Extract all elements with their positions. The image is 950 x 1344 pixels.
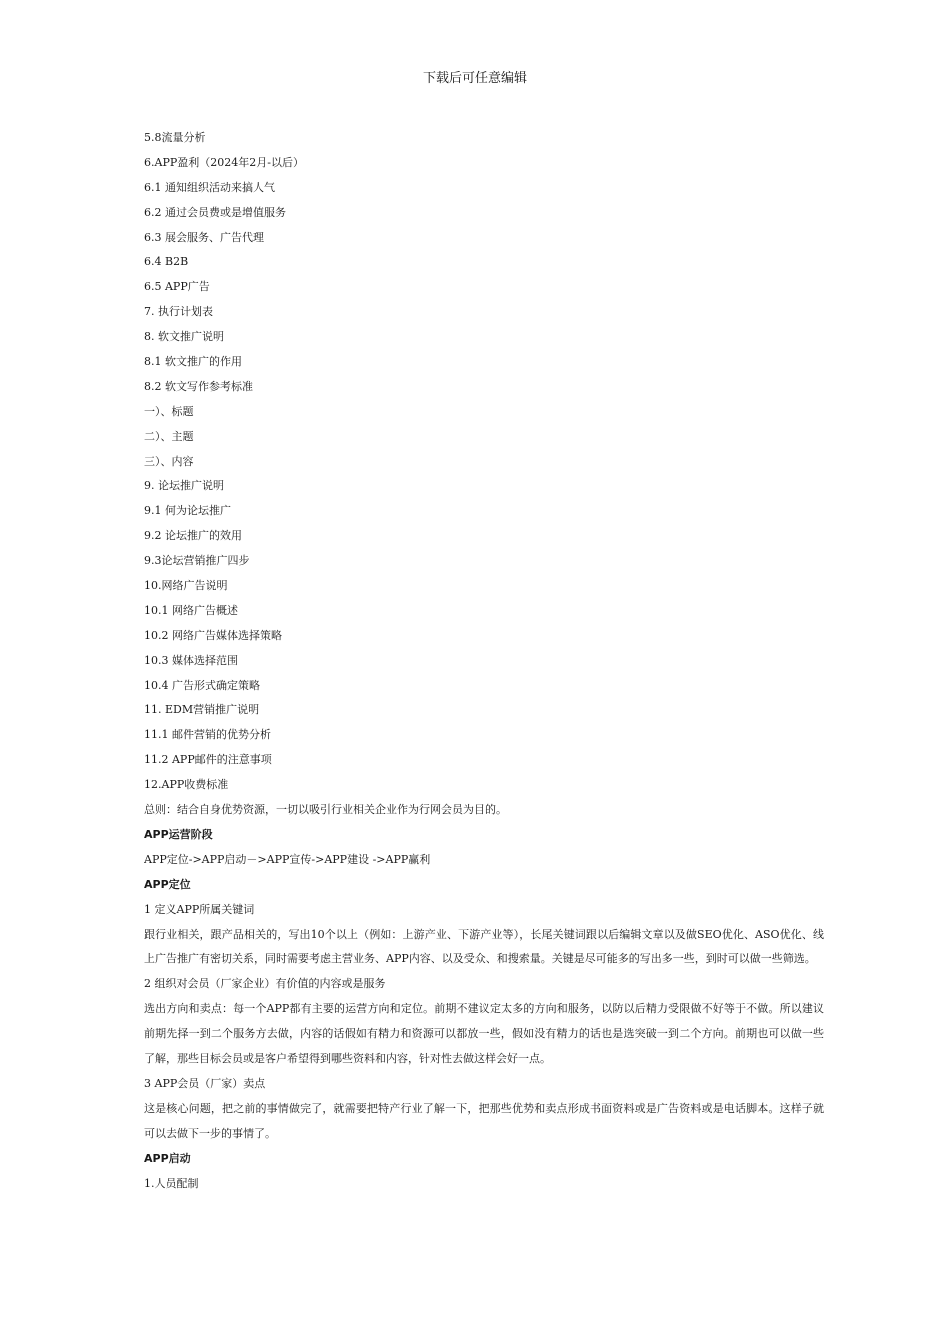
toc-line: 6.APP盈利（2024年2月-以后） (144, 155, 304, 169)
toc-line: 9. 论坛推广说明 (144, 479, 224, 493)
item3-title: 3 APP会员（厂家）卖点 (144, 1076, 266, 1090)
launch-item1: 1.人员配制 (144, 1176, 199, 1190)
toc-line: 8.1 软文推广的作用 (144, 355, 242, 369)
toc-line: 9.3论坛营销推广四步 (144, 554, 250, 568)
stage-flow-text: APP定位->APP启动－>APP宣传->APP建设 ->APP赢利 (144, 852, 431, 866)
toc-line: 9.2 论坛推广的效用 (144, 529, 242, 543)
toc-line: 5.8流量分析 (144, 131, 206, 144)
document-body (144, 126, 824, 1196)
toc-line: 8.2 软文写作参考标准 (144, 379, 253, 393)
toc-line: 6.5 APP广告 (144, 280, 210, 294)
toc-line: 12.APP收费标准 (144, 778, 229, 792)
section-heading-app-positioning: APP定位 (144, 877, 191, 891)
toc-line: 10.1 网络广告概述 (144, 603, 238, 617)
page-header-title: 下载后可任意编辑 (422, 71, 527, 86)
section-heading-operation-stage: APP运营阶段 (144, 827, 213, 841)
toc-line: 10.网络广告说明 (144, 579, 228, 593)
toc-line: 6.1 通知组织活动来搞人气 (144, 180, 275, 194)
summary-text: 总则：结合自身优势资源，一切以吸引行业相关企业作为行网会员为目的。 (144, 803, 507, 817)
section-heading-app-launch: APP启动 (144, 1151, 191, 1165)
toc-line: 8. 软文推广说明 (144, 330, 224, 344)
item3-paragraph: 这是核心问题，把之前的事情做完了，就需要把特产行业了解一下，把那些优势和卖点形成书面资料或是广告资料或是电话脚本。这样子就可以去做下一步的事情了。 (144, 1101, 824, 1140)
toc-line: 9.1 何为论坛推广 (144, 504, 231, 518)
toc-line: 10.3 媒体选择范围 (144, 653, 238, 667)
toc-line: 10.2 网络广告媒体选择策略 (144, 628, 282, 642)
table-of-contents (144, 126, 824, 798)
toc-line: 三）、内容 (144, 454, 194, 468)
toc-line: 7. 执行计划表 (144, 305, 213, 319)
toc-line: 二）、主题 (144, 429, 194, 443)
toc-line: 10.4 广告形式确定策略 (144, 678, 260, 692)
toc-line: 6.2 通过会员费或是增值服务 (144, 205, 286, 219)
toc-line: 6.4 B2B (144, 255, 189, 269)
toc-line: 一）、标题 (144, 404, 194, 418)
item2-paragraph: 选出方向和卖点：每一个APP都有主要的运营方向和定位。前期不建议定太多的方向和服务，以防以后精力受限做不好等于不做。所以建议前期先择一到二个服务方去做，内容的话假如有精力和资源可以都放一些，假如没有精力的话也是选突破一到二个方向。前期也可以做一些了解，那些目标会员或是客户希望得到哪些资料和内容，针对性去做这样会好一点。 (144, 1002, 824, 1066)
toc-line: 6.3 展会服务、广告代理 (144, 230, 264, 244)
item1-paragraph: 跟行业相关，跟产品相关的，写出10个以上（例如：上游产业、下游产业等），长尾关键词跟以后编辑文章以及做SEO优化、ASO优化、线上广告推广有密切关系，同时需要考虑主营业务、APP内容、以及受众、和搜索量。关键是尽可能多的写出多一些，到时可以做一些筛选。 (144, 927, 824, 966)
toc-line: 11.1 邮件营销的优势分析 (144, 728, 271, 742)
toc-line: 11.2 APP邮件的注意事项 (144, 753, 272, 767)
item2-title: 2 组织对会员（厂家企业）有价值的内容或是服务 (144, 977, 386, 991)
item1-title: 1 定义APP所属关键词 (144, 902, 255, 916)
toc-line: 11. EDM营销推广说明 (144, 703, 260, 717)
